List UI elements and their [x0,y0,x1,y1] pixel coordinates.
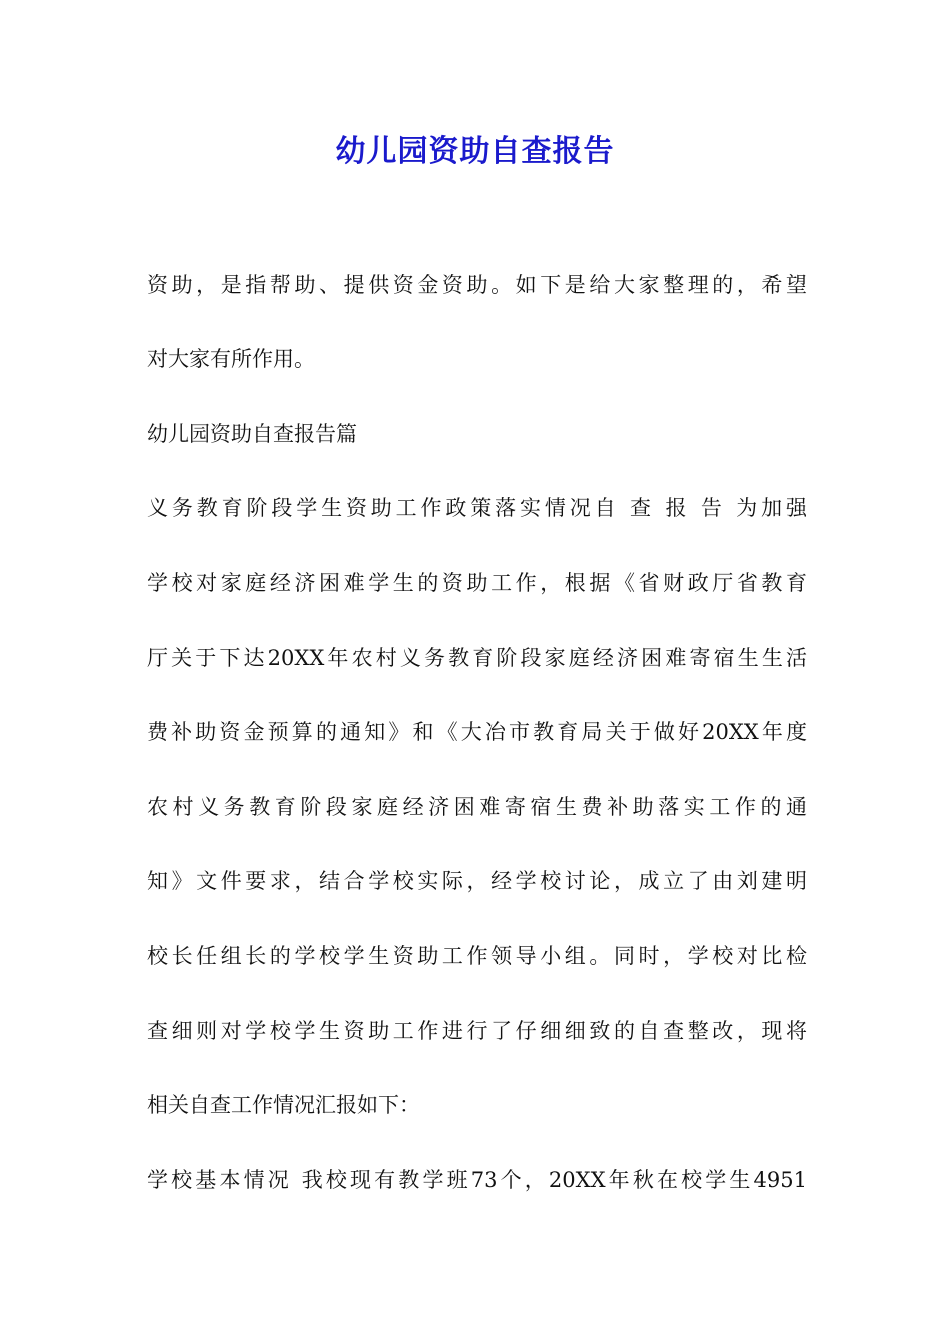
body-line: 厅关于下达20XX年农村义务教育阶段家庭经济困难寄宿生生活 [147,646,807,670]
body-line: 相关自查工作情况汇报如下： [147,1093,420,1117]
section-heading: 幼儿园资助自查报告篇 [147,422,357,446]
body-line: 学校对家庭经济困难学生的资助工作，根据《省财政厅省教育 [147,571,807,595]
document-body [147,270,807,1230]
body-line: 查细则对学校学生资助工作进行了仔细细致的自查整改，现将 [147,1019,807,1043]
document-title: 幼儿园资助自查报告 [335,134,615,169]
body-line: 义务教育阶段学生资助工作政策落实情况自 查 报 告 为加强 [147,496,807,520]
body-line: 校长任组长的学校学生资助工作领导小组。同时，学校对比检 [147,944,807,968]
body-line: 费补助资金预算的通知》和《大冶市教育局关于做好20XX年度 [147,720,807,744]
body-line: 知》文件要求，结合学校实际，经学校讨论，成立了由刘建明 [147,869,807,893]
body-line: 学校基本情况 我校现有教学班73个，20XX年秋在校学生4951 [147,1168,807,1192]
body-line: 农村义务教育阶段家庭经济困难寄宿生费补助落实工作的通 [147,795,807,819]
body-line: 资助，是指帮助、提供资金资助。如下是给大家整理的，希望 [147,273,807,297]
body-line: 对大家有所作用。 [147,347,315,371]
